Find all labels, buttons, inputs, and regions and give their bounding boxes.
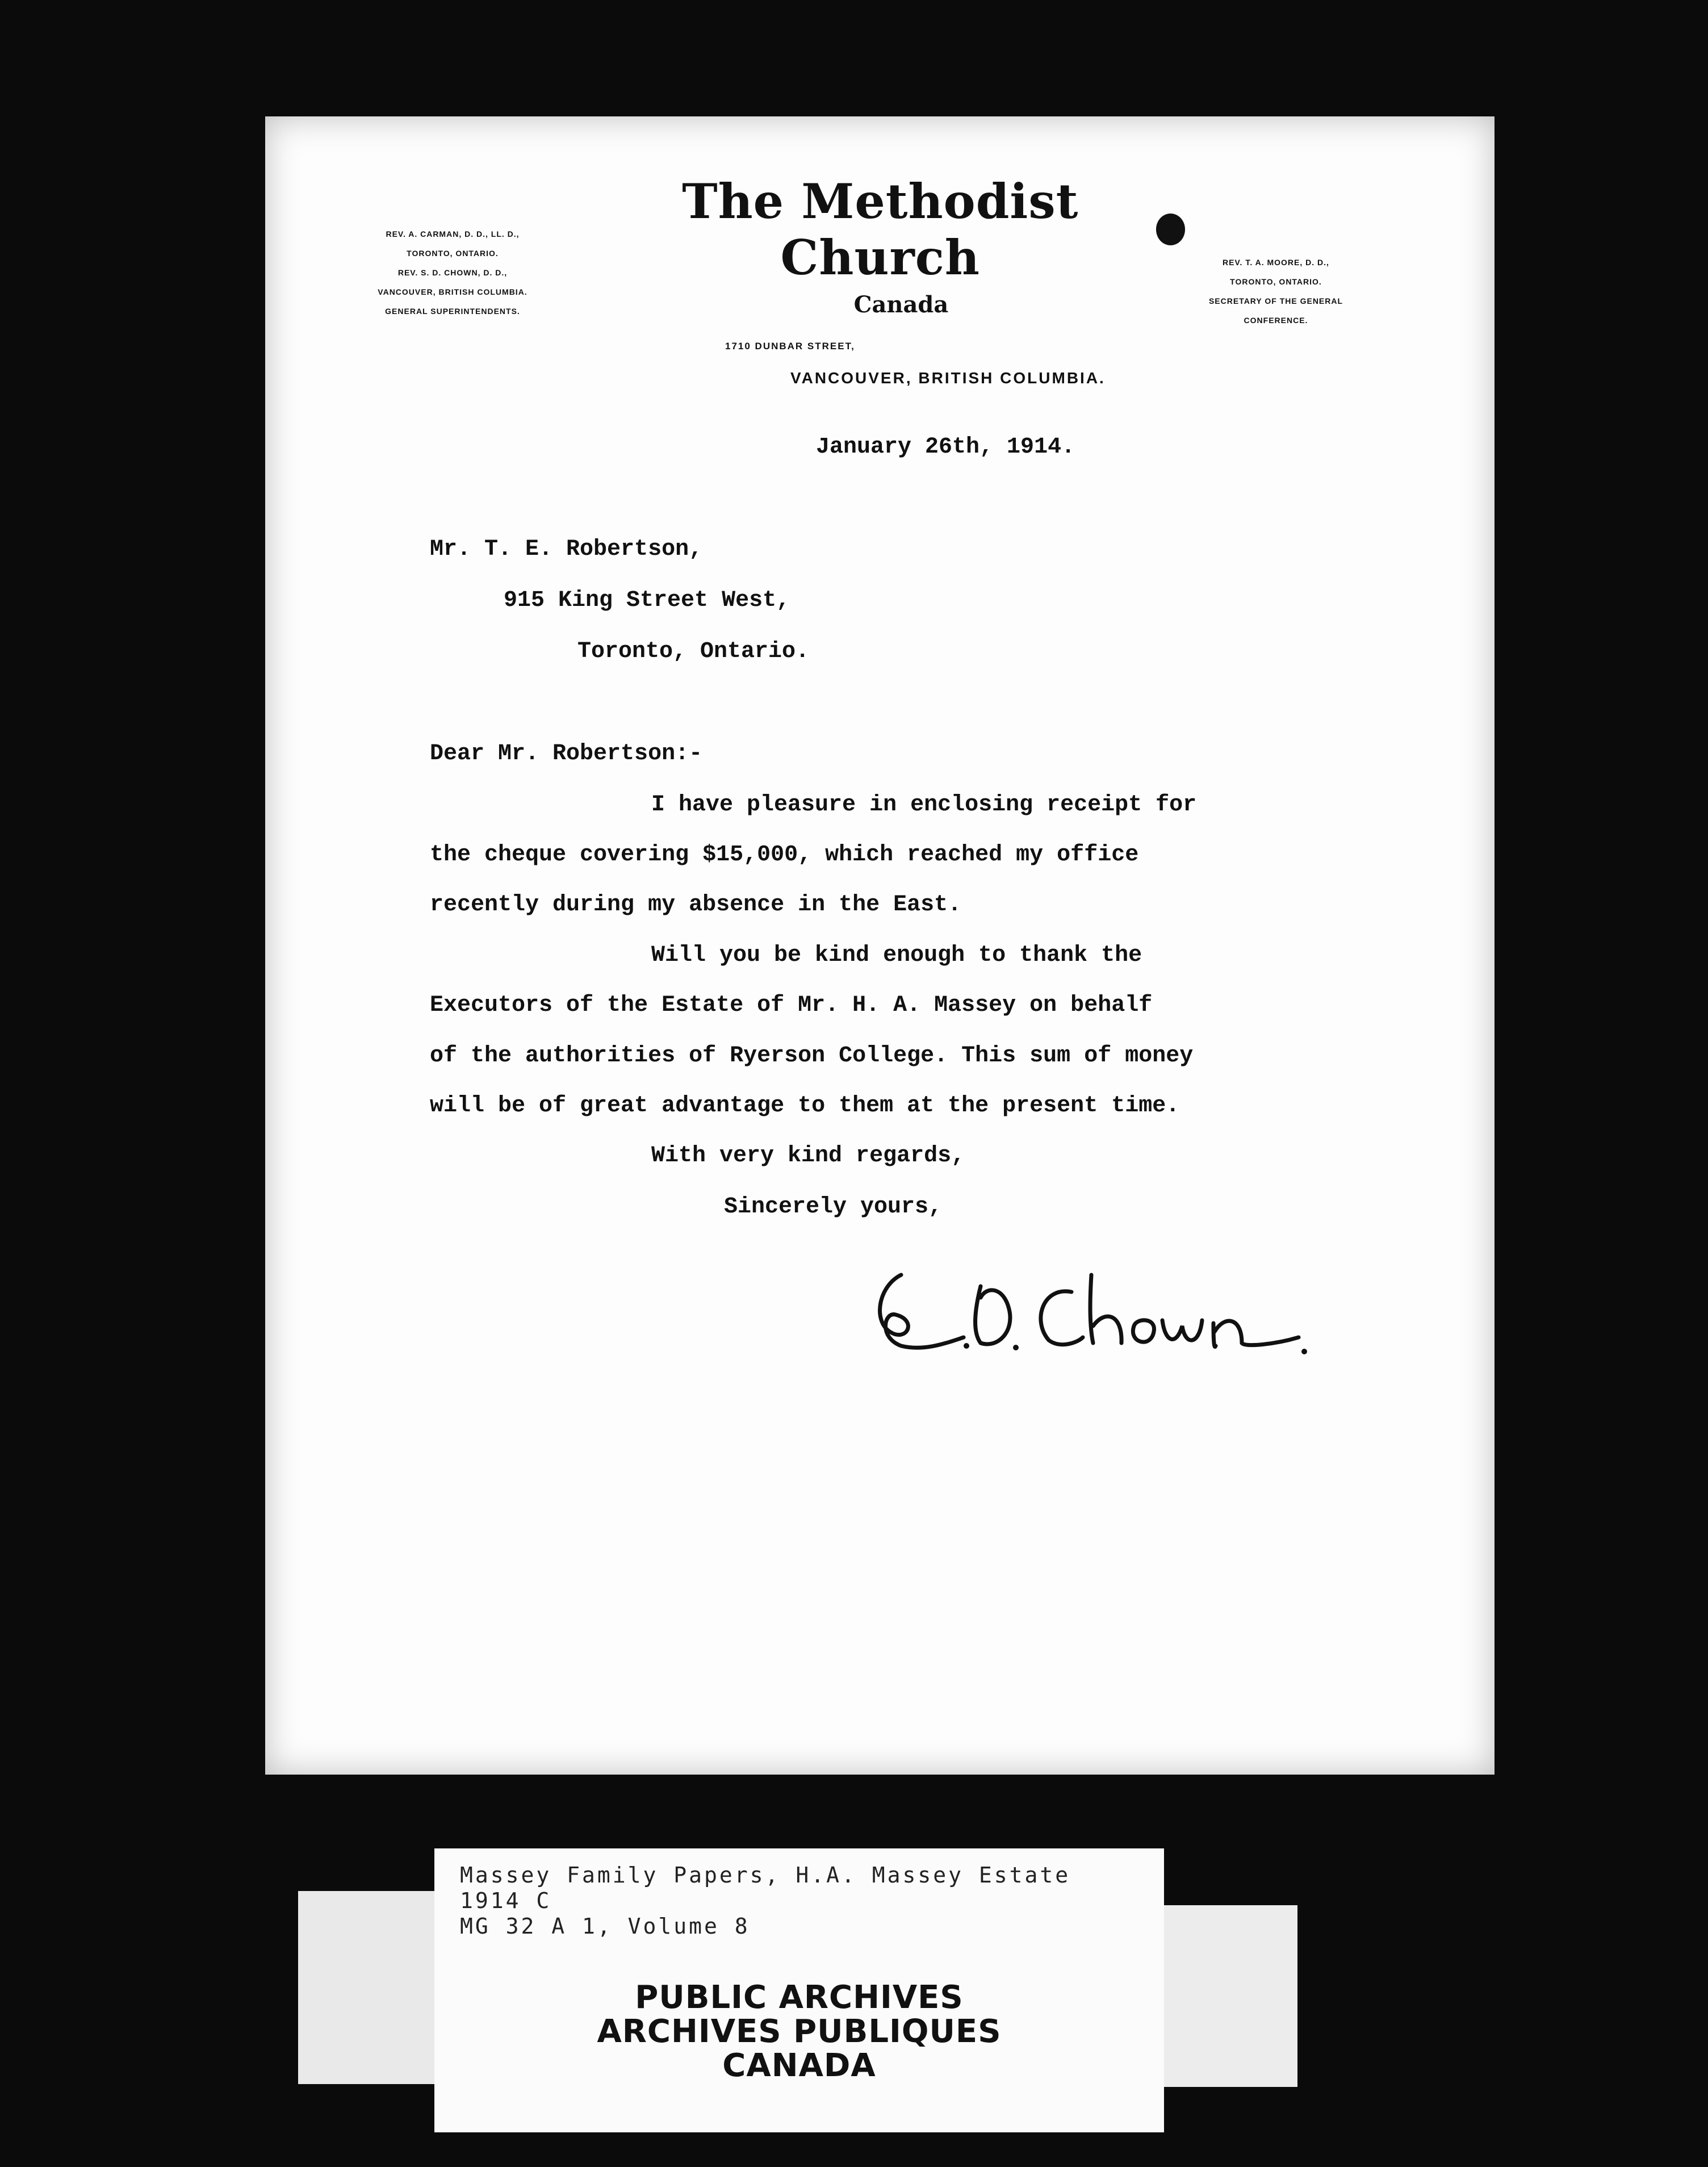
letter-page <box>265 116 1494 1775</box>
recipient-street: 915 King Street West, <box>504 588 790 613</box>
body-line: will be of great advantage to them at the present time. <box>430 1093 1180 1119</box>
address-street: 1710 DUNBAR STREET, <box>725 341 855 352</box>
recipient-city: Toronto, Ontario. <box>577 639 810 664</box>
body-line: of the authorities of Ryerson College. This sum of money <box>430 1043 1194 1069</box>
recipient-name: Mr. T. E. Robertson, <box>430 537 703 562</box>
body-line: recently during my absence in the East. <box>430 892 962 918</box>
letterhead-right-line: TORONTO, ONTARIO. <box>1230 277 1322 286</box>
letterhead-right-line: REV. T. A. MOORE, D. D., <box>1223 258 1329 267</box>
letterhead-left-line: REV. A. CARMAN, D. D., LL. D., <box>386 229 520 239</box>
letterhead-right-line: CONFERENCE. <box>1244 316 1308 325</box>
letterhead-superintendents <box>333 224 572 321</box>
address-city: VANCOUVER, BRITISH COLUMBIA. <box>790 369 1106 387</box>
church-country: Canada <box>853 291 949 318</box>
letterhead-left-line: REV. S. D. CHOWN, D. D., <box>397 268 508 277</box>
letterhead-left-line: GENERAL SUPERINTENDENTS. <box>385 307 520 316</box>
letterhead-secretary <box>1162 253 1389 330</box>
label-reference: MG 32 A 1, Volume 8 <box>460 1914 750 1939</box>
body-line: Will you be kind enough to thank the <box>651 943 1142 968</box>
signature-image <box>867 1252 1321 1377</box>
stamp-line: ARCHIVES PUBLIQUES <box>597 2013 1002 2050</box>
letterhead-left-line: TORONTO, ONTARIO. <box>407 249 499 258</box>
letterhead-left-line: VANCOUVER, BRITISH COLUMBIA. <box>378 287 528 296</box>
label-collection: Massey Family Papers, H.A. Massey Estate <box>460 1863 1071 1888</box>
letterhead-right-line: SECRETARY OF THE GENERAL <box>1208 296 1343 306</box>
salutation: Dear Mr. Robertson:- <box>430 741 703 767</box>
church-name <box>617 173 1185 286</box>
body-line: I have pleasure in enclosing receipt for <box>651 792 1197 818</box>
stamp-line: PUBLIC ARCHIVES <box>635 1979 964 2016</box>
letterhead-masthead <box>617 173 1185 318</box>
stamp-line: CANADA <box>722 2047 876 2084</box>
label-year: 1914 C <box>460 1888 552 1913</box>
archive-label <box>434 1848 1164 2132</box>
body-line: the cheque covering $15,000, which reached my office <box>430 842 1139 868</box>
church-title: The Methodist Church <box>682 173 1079 286</box>
letter-date: January 26th, 1914. <box>816 434 1075 460</box>
ink-blot-icon <box>1156 214 1185 245</box>
label-tab-right <box>1147 1905 1297 2087</box>
signoff: Sincerely yours, <box>724 1194 943 1220</box>
label-tab-left <box>298 1891 446 2084</box>
closing: With very kind regards, <box>651 1143 965 1169</box>
body-line: Executors of the Estate of Mr. H. A. Massey on behalf <box>430 993 1153 1018</box>
